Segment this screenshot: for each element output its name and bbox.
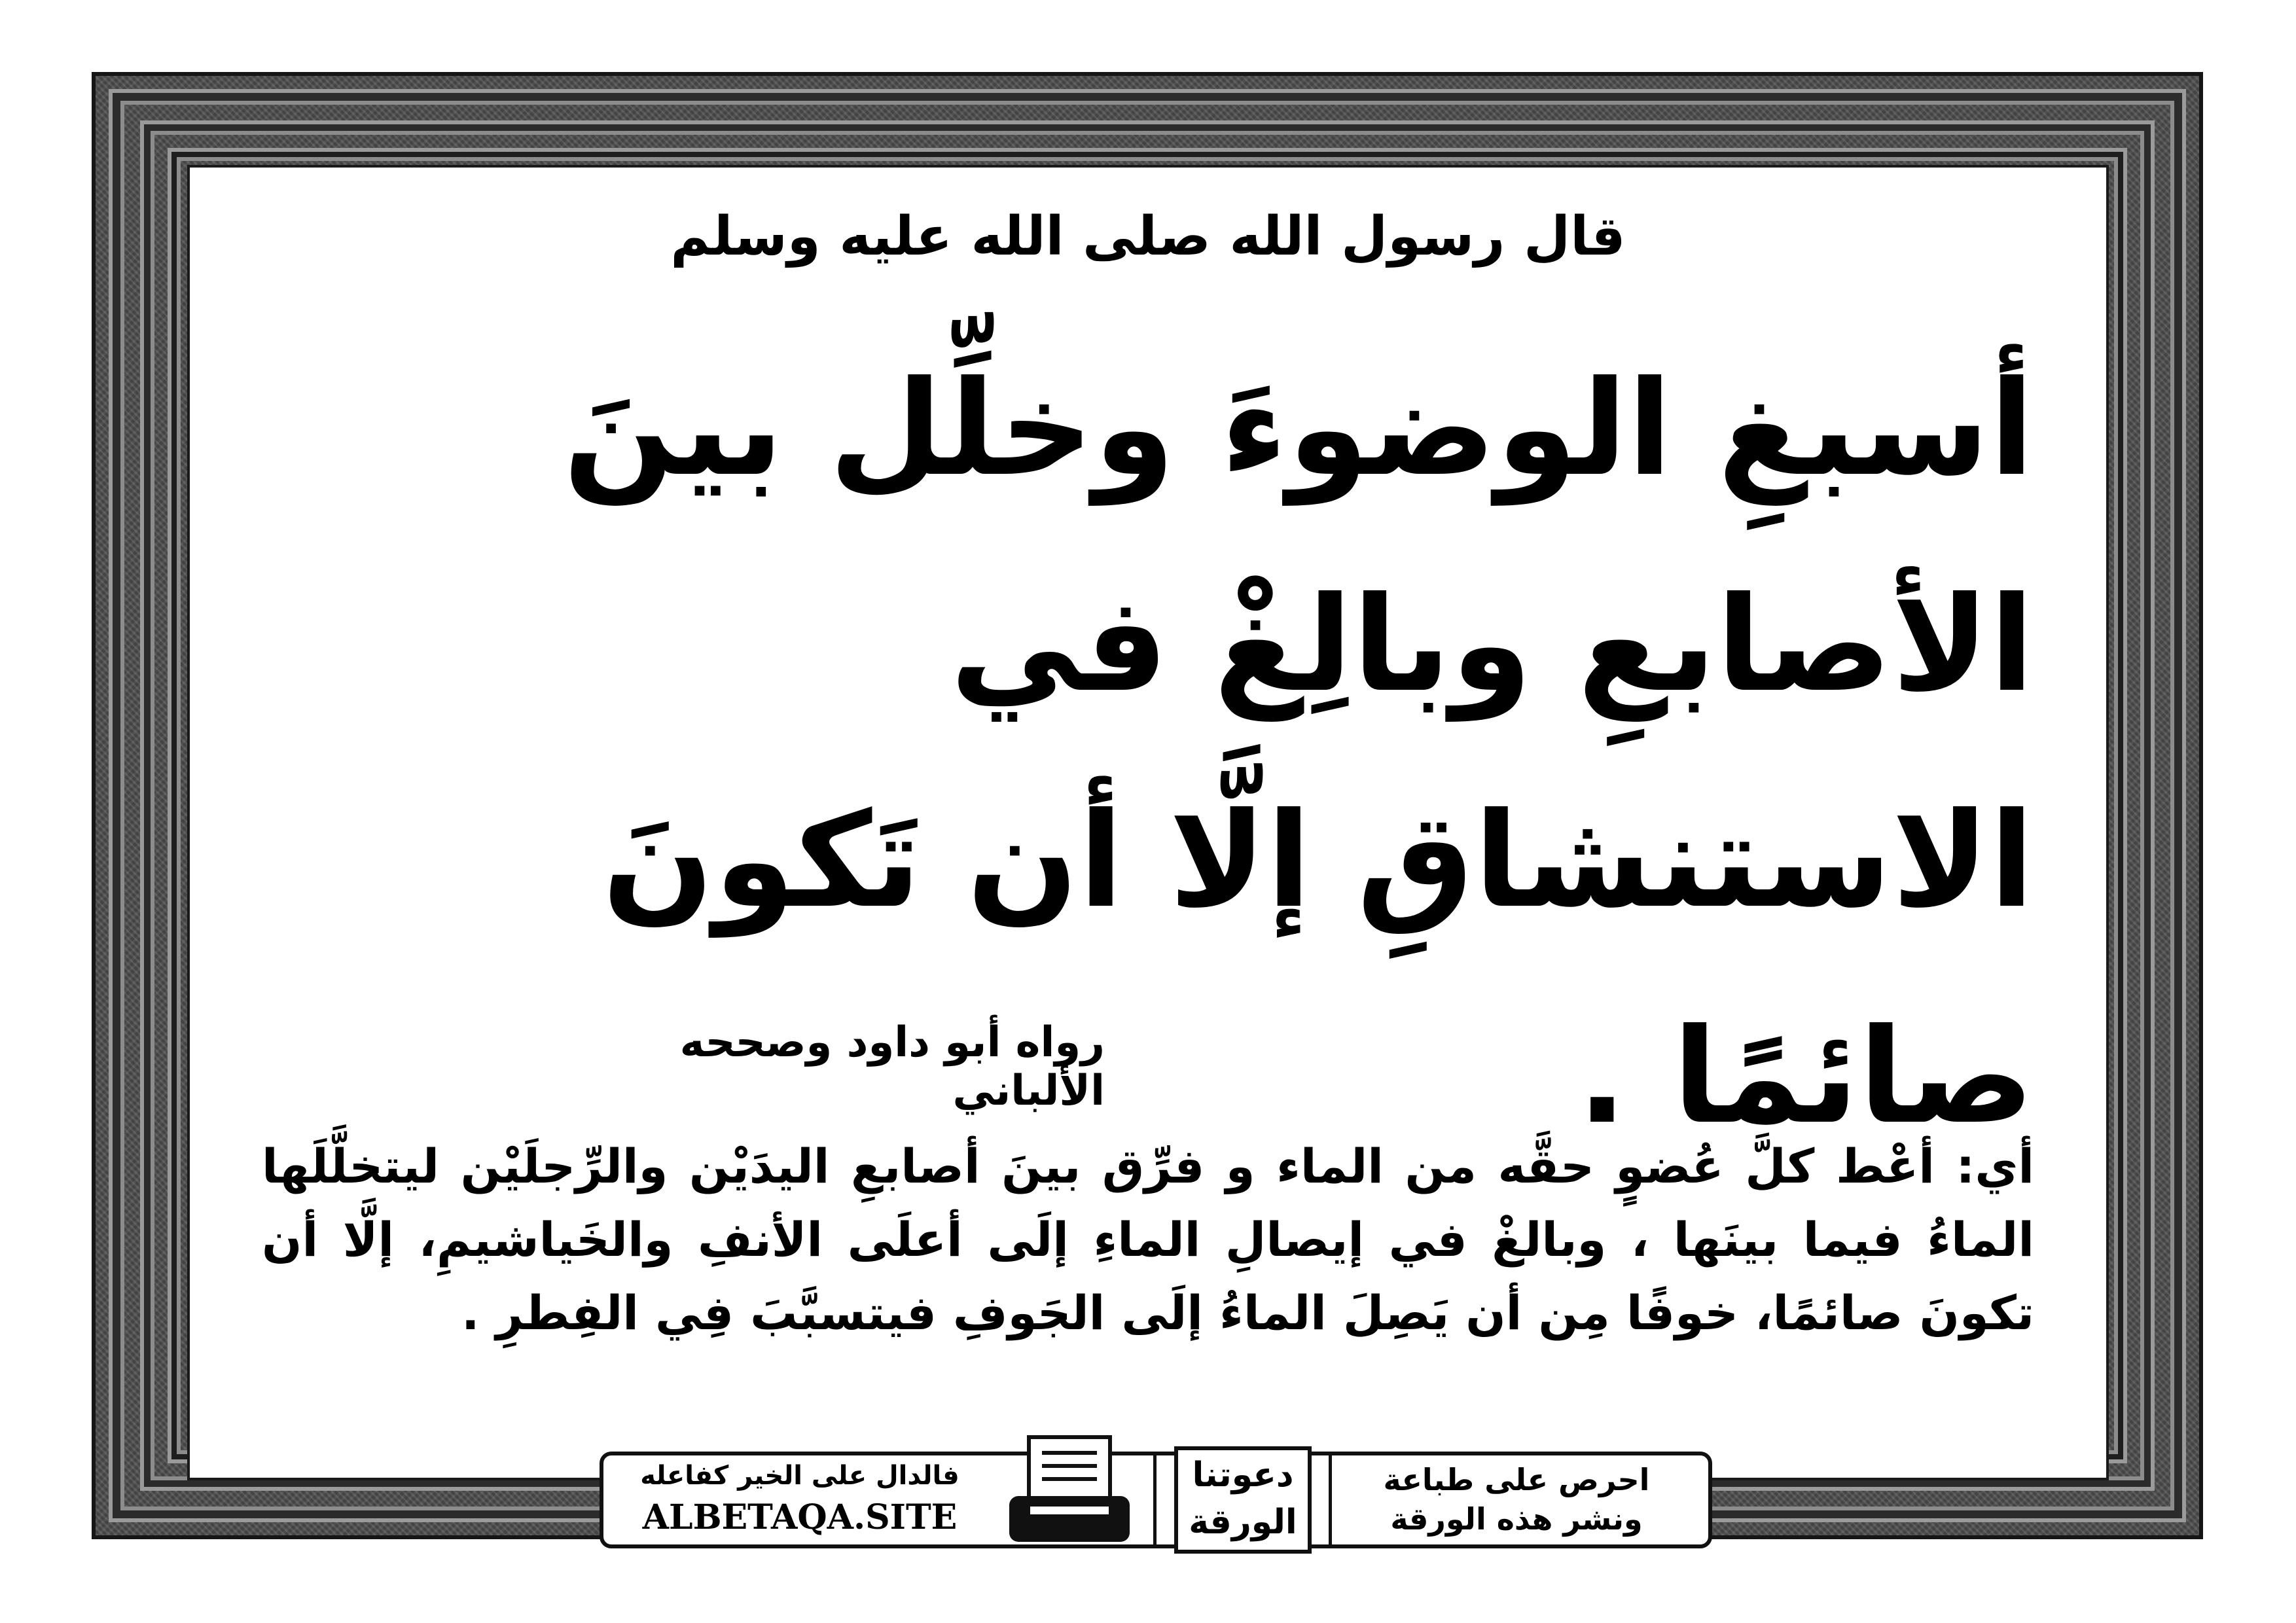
print-note-line1: احرص على طباعة: [1383, 1462, 1650, 1497]
content-panel: [187, 165, 2109, 1480]
footer-website: ALBETAQA.SITE: [642, 1497, 958, 1537]
footer-divider: [1329, 1455, 1332, 1544]
footer-tagline: فالدال على الخير كفاعله: [640, 1461, 960, 1491]
hadith-text: أسبغِ الوضوءَ وخلِّل بينَ الأصابعِ وبالِغْ في الاستنشاقِ إلَّا أن تَكونَ صائمًا .: [563, 353, 2034, 1153]
explanation-text: أي: أعْط كلَّ عُضوٍ حقَّه من الماء و فرِّق بينَ أصابعِ اليدَيْن والرِّجلَيْن ليتخلَّلَها الماءُ فيما بينَها ، وبالغْ في إيصالِ الماءِ إلَى أعلَى الأنفِ والخَياشيمِ، إلَّا أن تكونَ صائمًا، خوفًا مِن أن يَصِلَ الماءُ إلَى الجَوفِ فيتسبَّبَ فِي الفِطرِ .: [262, 1139, 2034, 1340]
footer-bar: [600, 1452, 1712, 1548]
logo: [1174, 1446, 1312, 1554]
print-note-line2: ونشر هذه الورقة: [1390, 1501, 1643, 1537]
narration-source: رواه أبو داود وصححه الألباني: [679, 1018, 1105, 1115]
logo-text-top: دعوتنا: [1192, 1455, 1294, 1495]
intro-line: قال رسول الله صلى الله عليه وسلم: [670, 205, 1626, 268]
footer-divider: [1153, 1455, 1157, 1544]
logo-text-bottom: الورقة: [1189, 1503, 1297, 1542]
printer-icon: [1004, 1433, 1135, 1548]
